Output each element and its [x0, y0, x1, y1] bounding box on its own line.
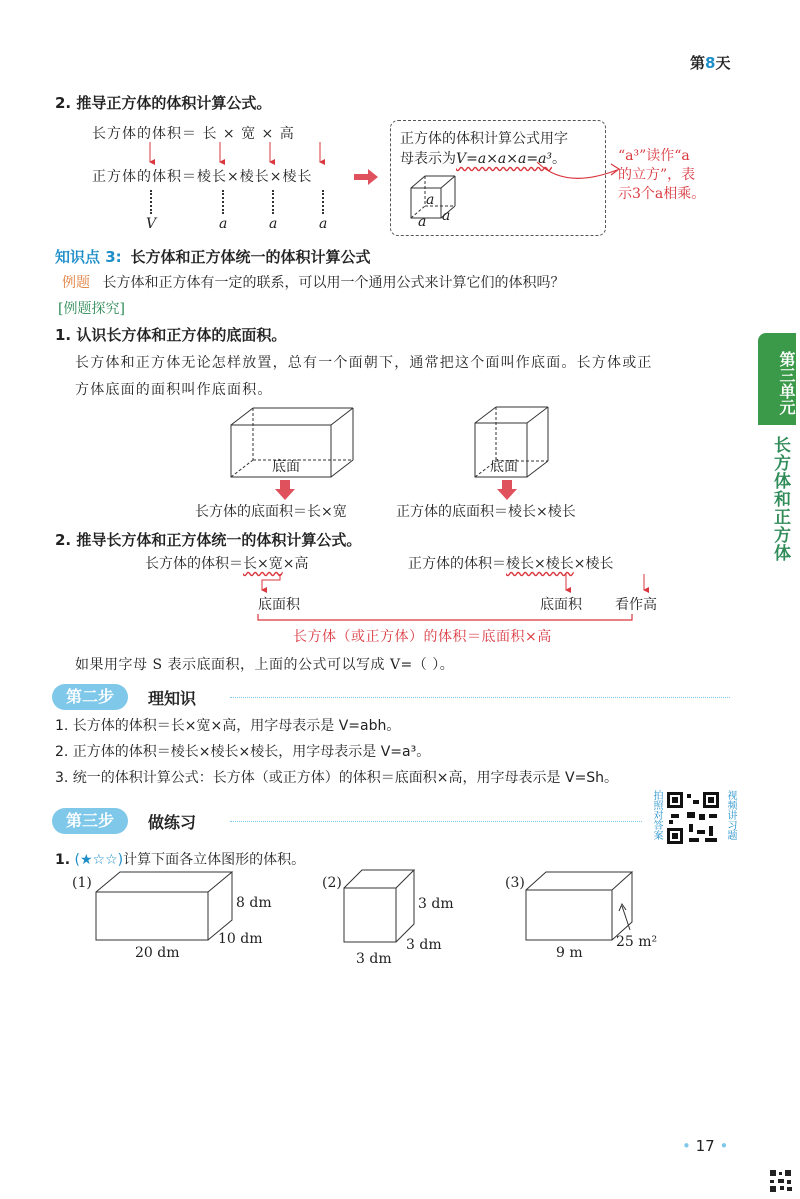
corner-code-icon	[770, 1170, 794, 1192]
dim-label: 3 dm	[418, 896, 454, 912]
figure-1-cuboid	[92, 868, 237, 943]
summary-item: 1. 长方体的体积＝长×宽×高，用字母表示是 V=abh。	[55, 718, 401, 734]
step2-title: 2. 推导长方体和正方体统一的体积计算公式。	[55, 531, 362, 549]
step1-para2: 方体底面的面积叫作底面积。	[75, 382, 273, 398]
step-badge-3: 第三步	[52, 808, 128, 834]
cube-note: “a³”读作“a 的立方”，表 示3个a相乘。	[618, 148, 706, 202]
cube-label-a: a	[442, 208, 451, 224]
unified-formula: 长方体（或正方体）的体积＝底面积×高	[293, 629, 552, 645]
step1-para1: 长方体和正方体无论怎样放置，总有一个面朝下，通常把这个面叫作底面。长方体或正	[75, 355, 653, 371]
section-title-cube: 2. 推导正方体的体积计算公式。	[55, 94, 272, 112]
as-height-label: 看作高	[615, 597, 657, 613]
explore-label: [例题探究]	[58, 301, 125, 317]
cube-base-formula: 正方体的底面积＝棱长×棱长	[396, 504, 576, 520]
derive-arrows-top	[140, 140, 340, 170]
summary-title: 理知识	[148, 689, 197, 708]
letter-a: a	[219, 216, 228, 232]
qr-left-caption: 拍照对答案	[651, 790, 662, 840]
letter-a: a	[319, 216, 328, 232]
small-cube	[405, 172, 465, 232]
base-area-label: 底面积	[540, 597, 582, 613]
unit-topic: 长方体和正方体	[770, 436, 790, 562]
qr-right-caption: 视频讲习题	[725, 790, 736, 840]
knowledge-point-3: 知识点 3: 长方体和正方体统一的体积计算公式	[55, 248, 371, 266]
dim-label: 8 dm	[236, 895, 272, 911]
figure-2-cube	[340, 866, 415, 946]
step1-title: 1. 认识长方体和正方体的底面积。	[55, 326, 287, 344]
day-header: 第8天	[690, 54, 731, 72]
divider	[230, 697, 730, 698]
divider	[230, 821, 642, 822]
dash-line	[322, 190, 324, 214]
page-number: • 17 •	[682, 1137, 729, 1155]
derive-row2: 正方体的体积＝棱长×棱长×棱长	[92, 169, 313, 185]
arrow-down-icon	[497, 480, 517, 500]
cube-box-line2: 母表示为V=a×a×a=a³。	[400, 151, 567, 167]
base-label: 底面	[272, 459, 300, 475]
qr-code-icon[interactable]	[665, 790, 721, 846]
unit-tab: 第三单元	[758, 333, 796, 425]
arrow-down-icon	[275, 480, 295, 500]
letter-a: a	[269, 216, 278, 232]
base-label: 底面	[490, 459, 518, 475]
dim-label: 3 dm	[406, 937, 442, 953]
figure-label: (3)	[505, 875, 525, 891]
example-line: 例题 长方体和正方体有一定的联系，可以用一个通用公式来计算它们的体积吗？	[62, 275, 565, 291]
dim-label: 25 m²	[616, 934, 658, 950]
step-badge-2: 第二步	[52, 684, 128, 710]
letter-v: V	[146, 216, 157, 232]
base-area-label: 底面积	[258, 597, 300, 613]
dim-label: 20 dm	[135, 945, 180, 961]
dash-line	[272, 190, 274, 214]
fill-blank-question: 如果用字母 S 表示底面积，上面的公式可以写成 V=（ ）。	[75, 657, 455, 673]
dash-line	[150, 190, 152, 214]
derive-row1: 长方体的体积＝ 长 × 宽 × 高	[92, 126, 295, 142]
question-1: 1. (★☆☆)计算下面各立体图形的体积。	[55, 852, 306, 868]
practice-title: 做练习	[148, 813, 197, 832]
figure-label: (2)	[322, 875, 342, 891]
cube-volume-formula: 正方体的体积＝棱长×棱长×棱长	[408, 556, 614, 572]
cube-box-line1: 正方体的体积计算公式用字	[400, 131, 568, 147]
dash-line	[222, 190, 224, 214]
figure-label: (1)	[72, 875, 92, 891]
dim-label: 9 m	[556, 945, 583, 961]
summary-item: 2. 正方体的体积＝棱长×棱长×棱长，用字母表示是 V=a³。	[55, 744, 431, 760]
cube-label-a: a	[418, 214, 427, 230]
dim-label: 10 dm	[218, 931, 263, 947]
summary-item: 3. 统一的体积计算公式：长方体（或正方体）的体积＝底面积×高，用字母表示是 V=Sh。	[55, 770, 619, 786]
cuboid-volume-formula: 长方体的体积＝长×宽×高	[145, 556, 309, 572]
figure-3-cuboid	[522, 868, 637, 943]
note-pointer	[535, 150, 625, 200]
brace	[256, 612, 636, 626]
derive-arrows-unified	[250, 572, 670, 594]
cuboid-base-formula: 长方体的底面积＝长×宽	[195, 504, 347, 520]
arrow-right-icon	[354, 169, 380, 185]
cube-label-a: a	[426, 192, 435, 208]
dim-label: 3 dm	[356, 951, 392, 967]
